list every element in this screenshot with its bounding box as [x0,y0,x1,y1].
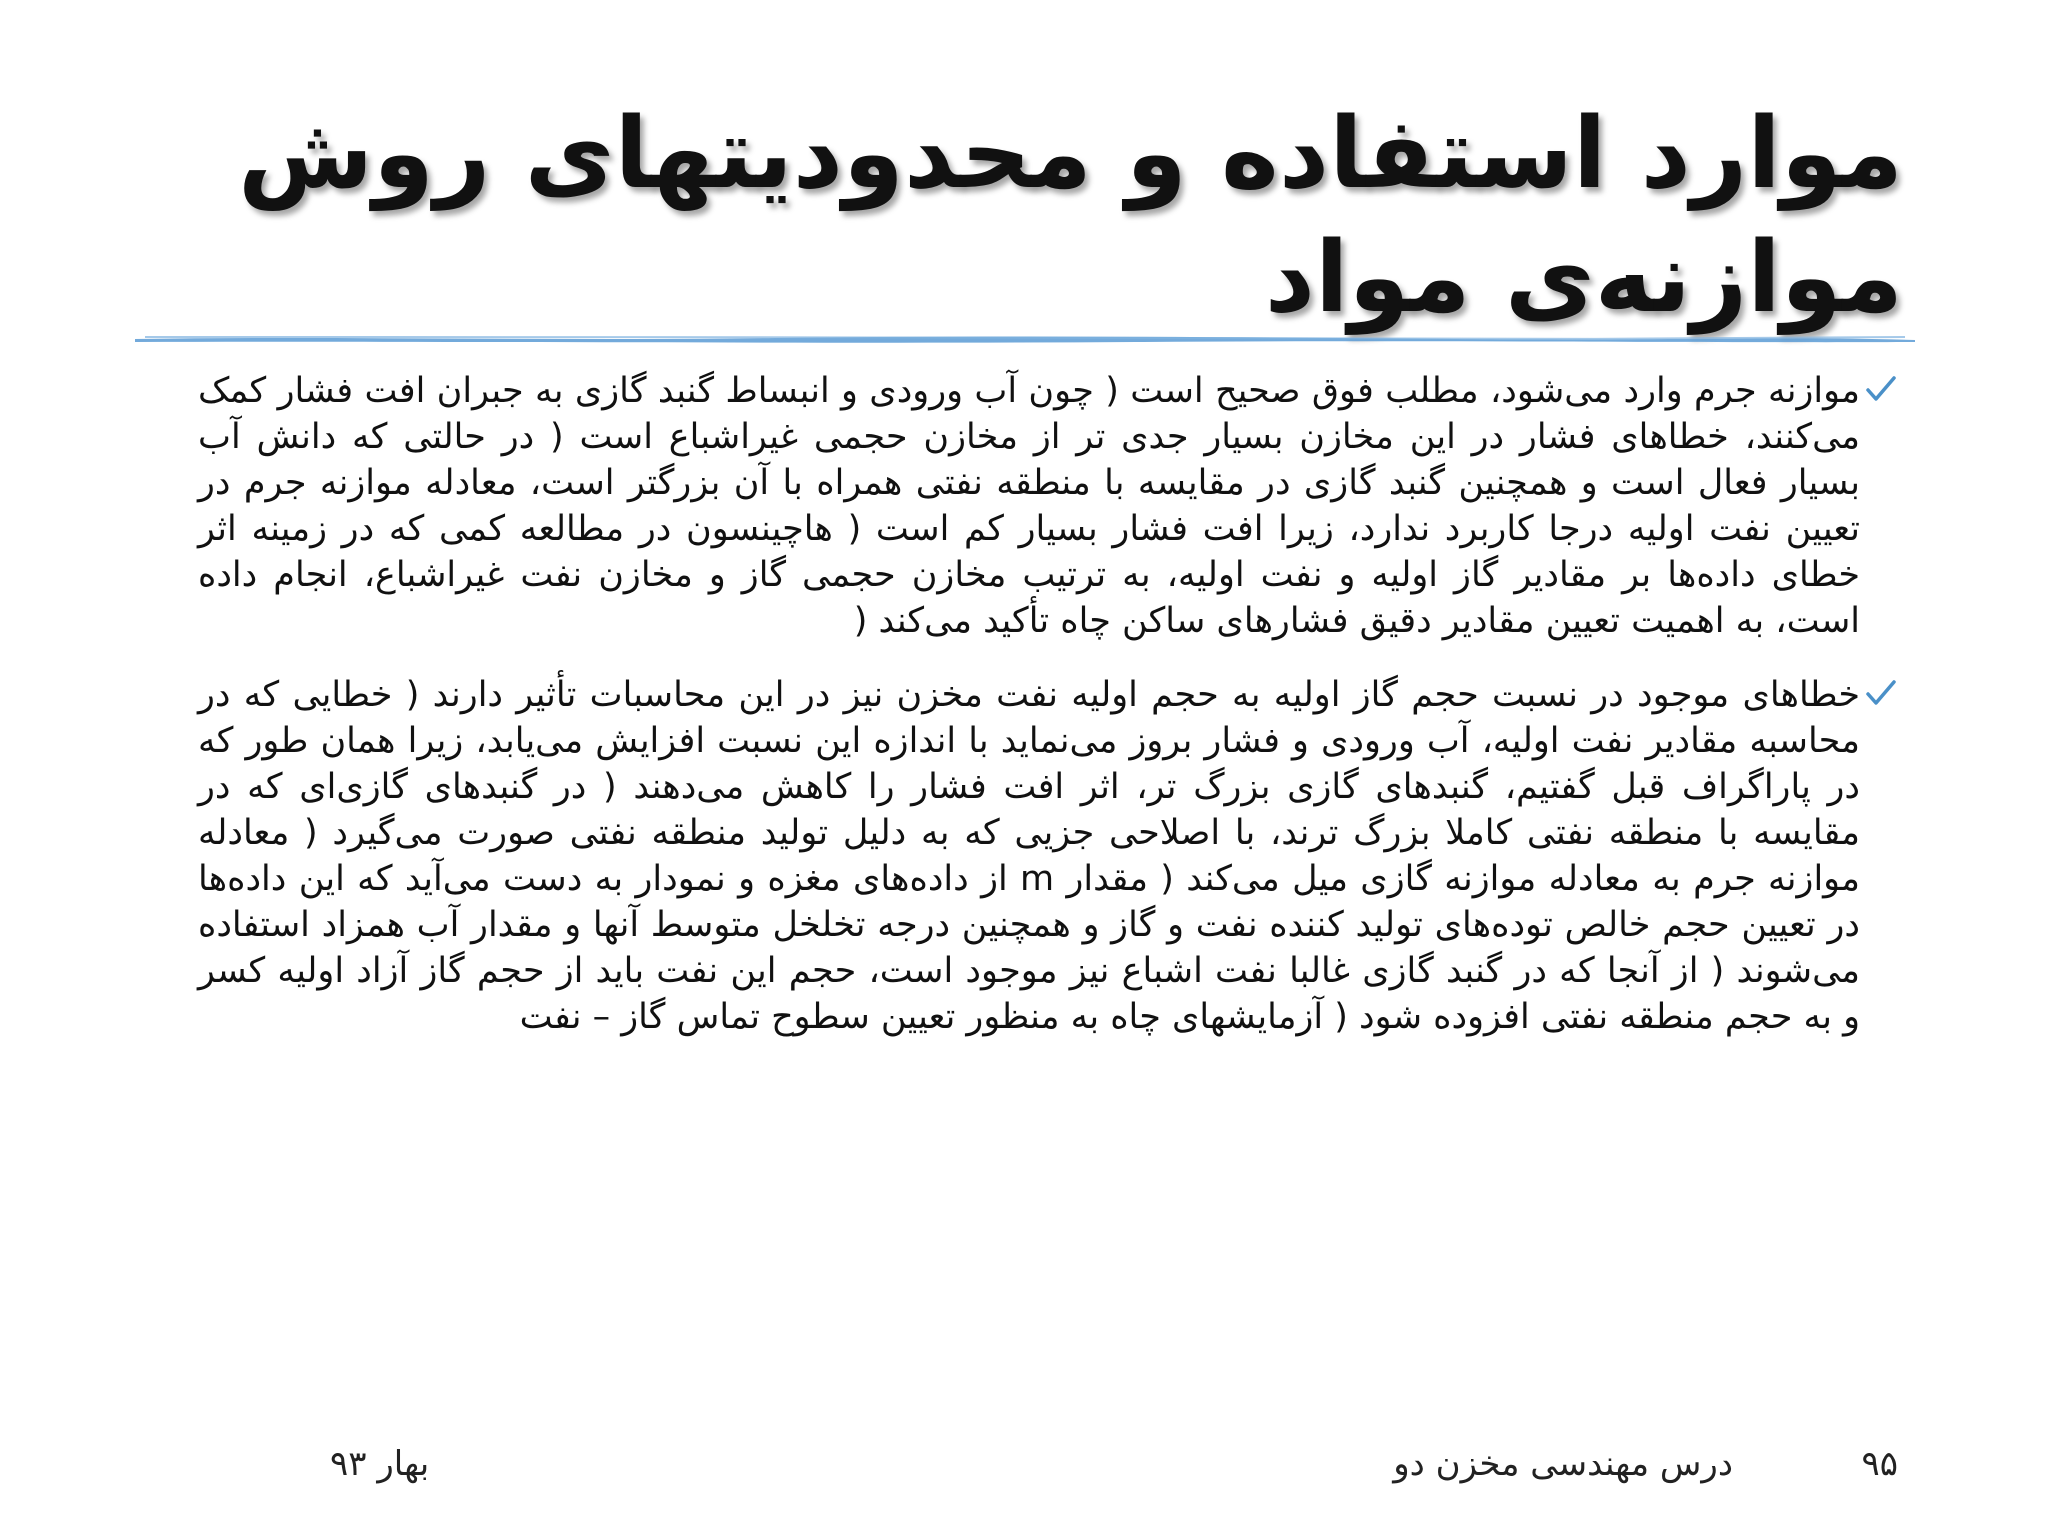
slide-title [237,92,1903,340]
bullet-list [198,368,1898,1068]
checkmark-icon [1864,676,1898,710]
bullet-text-1: موازنه جرم وارد می‌شود، مطلب فوق صحیح است ( چون آب ورودی و انبساط گنبد گازی به جبران افت فشار کمک می‌کنند، خطاهای فشار در این مخازن بسیار جدی تر از مخازن حجمی غیراشباع است ( در حالتی که دانش آب بسیار فعال است و همچنین گنبد گازی در مقایسه با منطقه نفتی همراه با آن بزرگتر است، معادله موازنه جرم در تعیین نفت اولیه درجا کاربرد ندارد، زیرا افت فشار بسیار کم است ( هاچینسون در مطالعه کمی که در زمینه اثر خطای داده‌ها بر مقادیر گاز اولیه و نفت اولیه، به ترتیب مخازن حجمی گاز و مخازن نفت غیراشباع، انجام داده است، به اهمیت تعیین مقادیر دقیق فشارهای ساکن چاه تأکید می‌کند ( [198,371,1860,641]
footer-course-name: درس مهندسی مخزن دو [1393,1444,1733,1484]
slide-title-line-1: موارد استفاده و محدودیتهای روش [237,97,1903,211]
title-divider [135,334,1915,344]
footer-page-number: ۹۵ [1861,1444,1898,1484]
bullet-item-2 [198,672,1898,1040]
checkmark-icon [1864,372,1898,406]
slide-title-line-2: موازنه‌ی مواد [1264,221,1903,335]
footer-term: بهار ۹۳ [330,1444,430,1484]
bullet-item-1 [198,368,1898,644]
bullet-text-2: خطاهای موجود در نسبت حجم گاز اولیه به حجم اولیه نفت مخزن نیز در این محاسبات تأثیر دارند ( خطایی که در محاسبه مقادیر نفت اولیه، آب ورودی و فشار بروز می‌نماید با اندازه این نسبت افزایش می‌یابد، زیرا همان طور که در پاراگراف قبل گفتیم، گنبدهای گازی بزرگ تر، اثر افت فشار را کاهش می‌دهند ( در گنبدهای گازی‌ای که در مقایسه با منطقه نفتی کاملا بزرگ ترند، با اصلاحی جزیی که به دلیل تولید منطقه نفتی صورت می‌گیرد ( معادله موازنه جرم به معادله موازنه گازی میل می‌کند ( مقدار m از داده‌های مغزه و نمودار به دست می‌آید که این داده‌ها در تعیین حجم خالص توده‌های تولید کننده نفت و گاز و همچنین درجه تخلخل متوسط آنها و مقدار آب همزاد استفاده می‌شوند ( از آنجا که در گنبد گازی غالبا نفت اشباع نیز موجود است، حجم این نفت باید از حجم گاز آزاد اولیه کسر و به حجم منطقه نفتی افزوده شود ( آزمایشهای چاه به منظور تعیین سطوح تماس گاز – نفت [198,675,1861,1037]
